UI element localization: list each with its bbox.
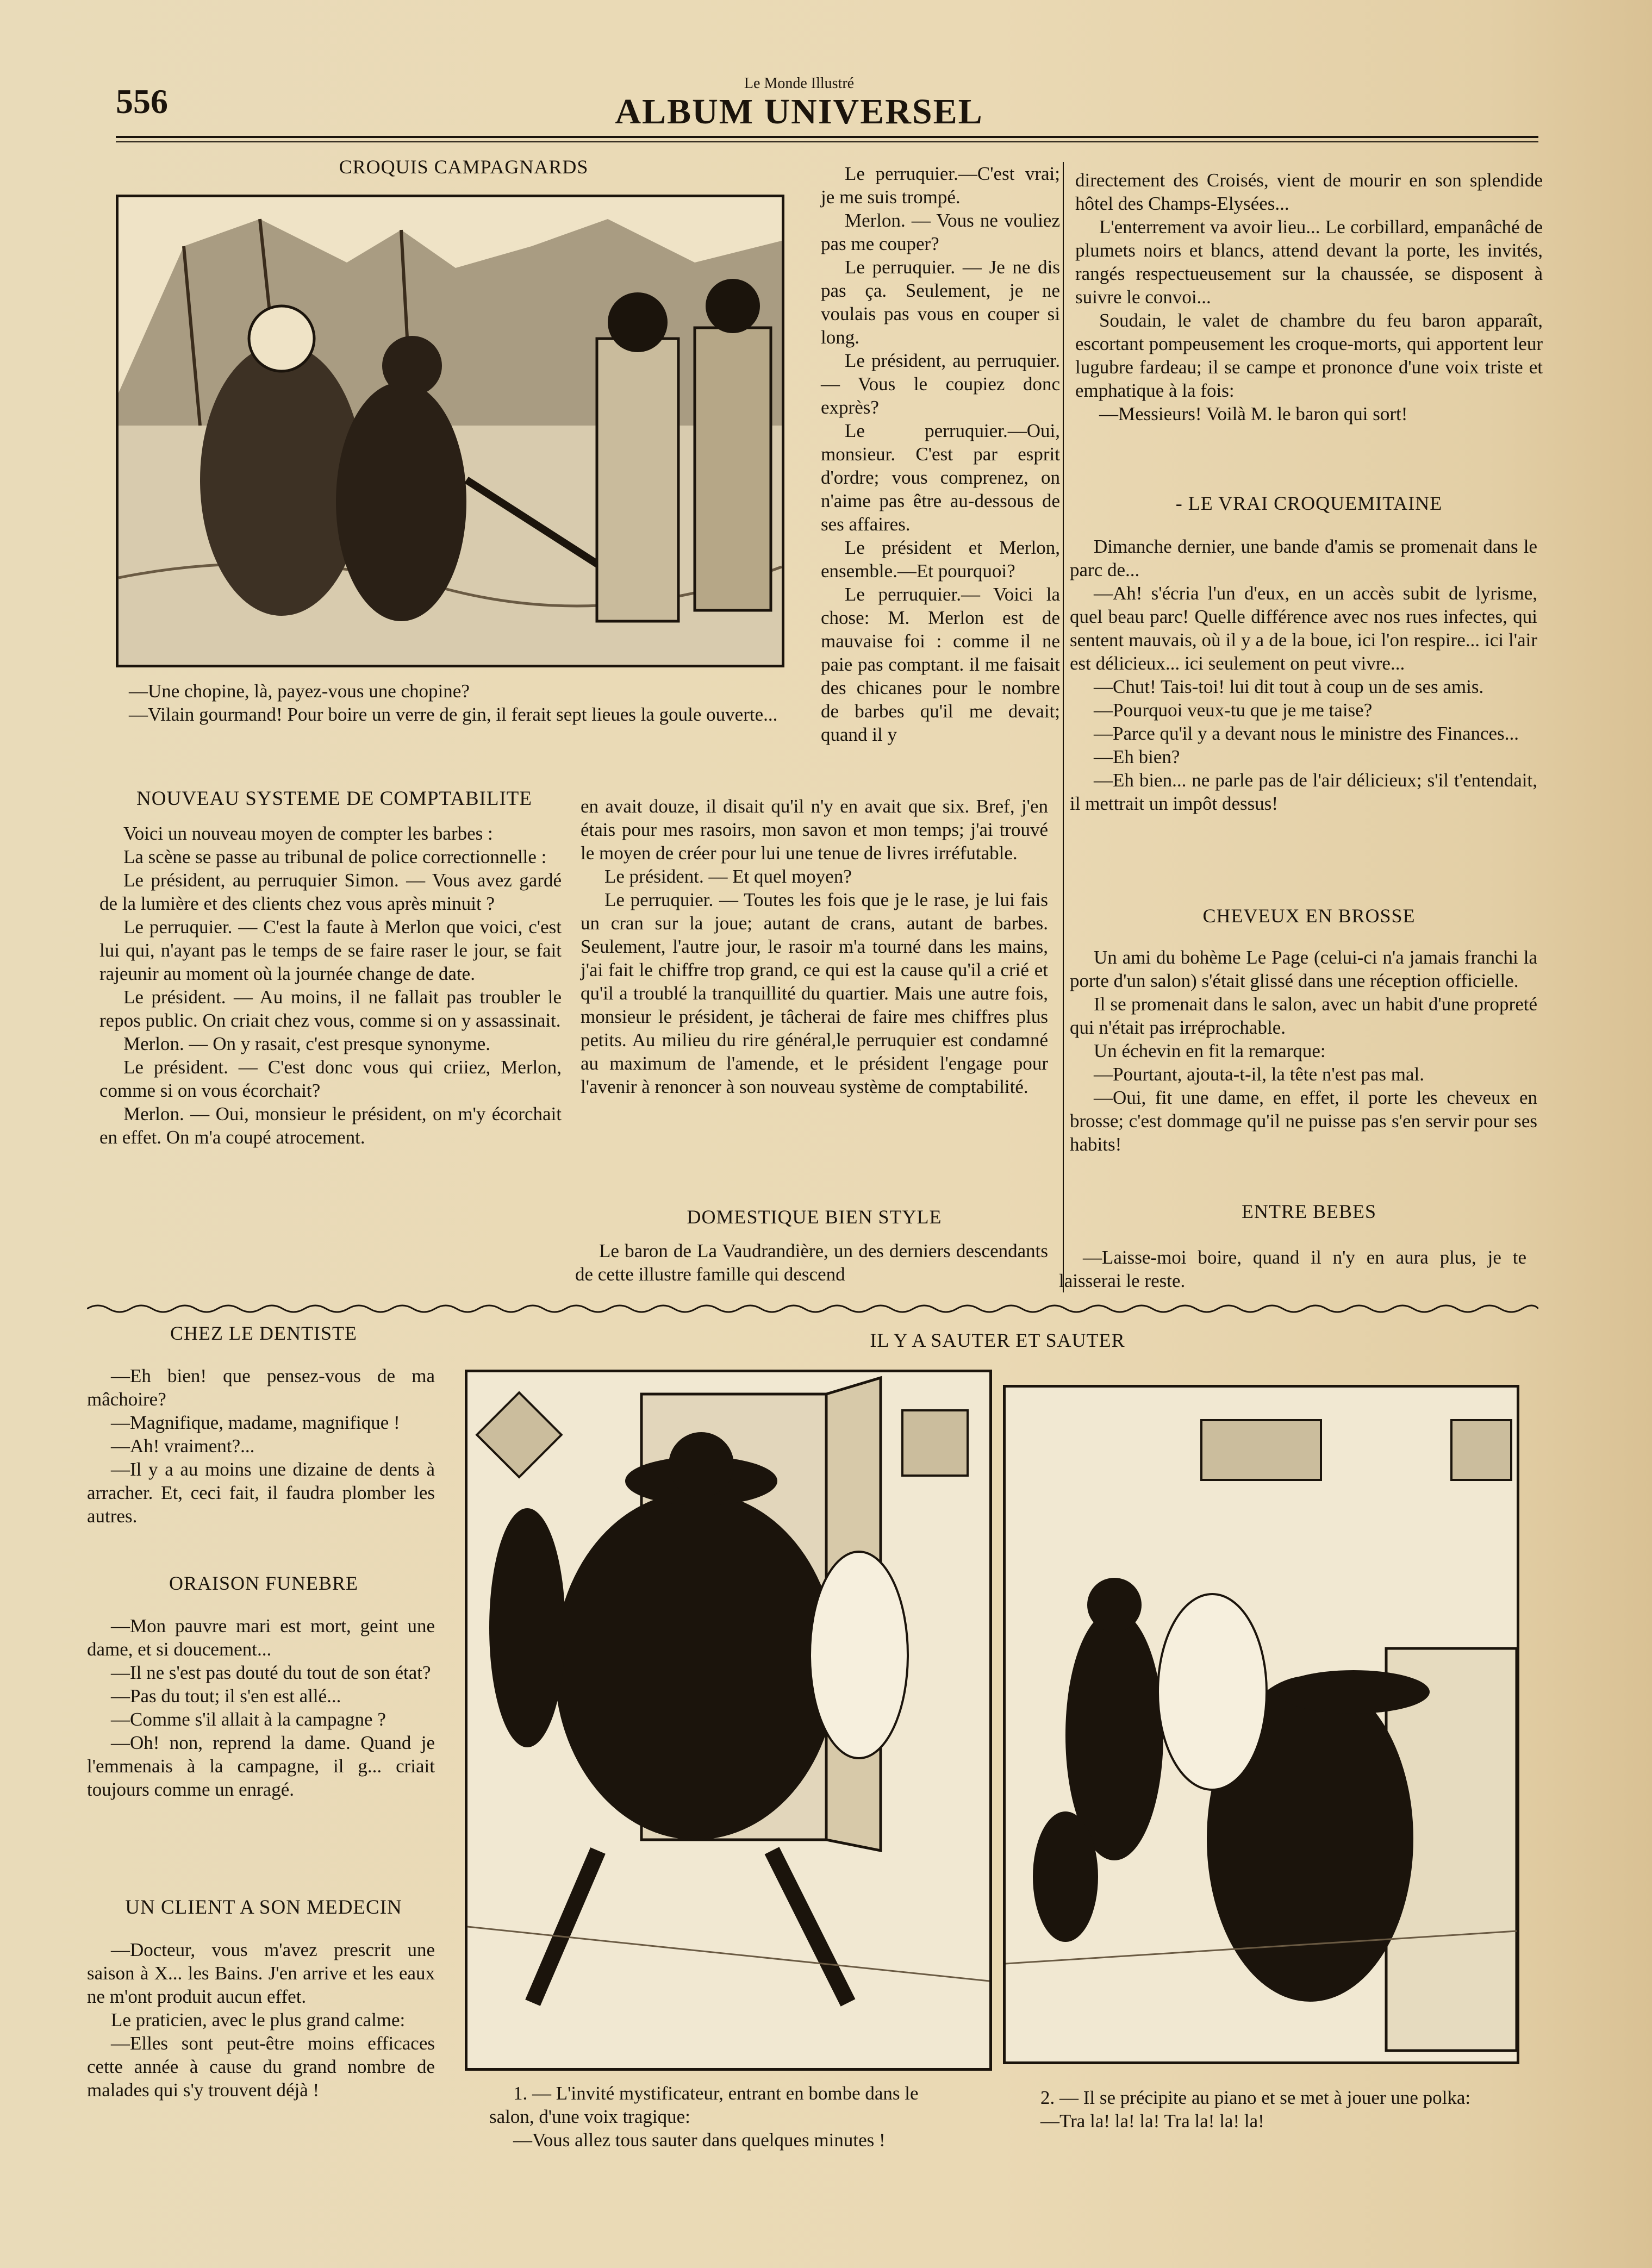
paragraph: —Il y a au moins une dizaine de dents à arracher. Et, ceci fait, il faudra plomber les autres. xyxy=(87,1459,435,1527)
paragraph: —Elles sont peut-être moins efficaces cette année à cause du grand nombre de malades qui s'y trouvent déjà ! xyxy=(87,2033,435,2101)
paragraph: Merlon. — Vous ne vouliez pas me couper? xyxy=(821,210,1060,254)
nouveau-column-2a xyxy=(821,162,1060,746)
paragraph: —Pourtant, ajouta-t-il, la tête n'est pas mal. xyxy=(1094,1064,1424,1085)
croquemitaine-text xyxy=(1070,535,1537,815)
masthead-title: ALBUM UNIVERSEL xyxy=(615,92,983,132)
dentiste-text xyxy=(87,1364,435,1528)
paragraph: en avait douze, il disait qu'il n'y en avait que six. Bref, j'en étais pour mes rasoirs, mon savon et mon temps; j'ai trouvé le moyen de créer pour lui une tenue de livres irréfutable. xyxy=(581,796,1048,864)
client-text xyxy=(87,1938,435,2102)
paragraph: Le perruquier.—C'est vrai; je me suis trompé. xyxy=(821,163,1060,208)
section-title-dentiste: CHEZ LE DENTISTE xyxy=(170,1322,357,1344)
paragraph: Le perruquier.— Voici la chose: M. Merlon est de mauvaise foi : comme il ne paie pas comptant. il me faisait des chicanes pour le nombre de barbes qu'il me devait; quand il y xyxy=(821,584,1060,745)
section-title-oraison: ORAISON FUNEBRE xyxy=(169,1572,359,1594)
paragraph: —Mon pauvre mari est mort, geint une dame, et si doucement... xyxy=(87,1615,435,1660)
nouveau-column-1 xyxy=(99,822,562,1149)
sauter-illustration-1 xyxy=(465,1370,992,2071)
sauter-caption-2 xyxy=(1017,2086,1495,2133)
paragraph: Le président. — C'est donc vous qui criiez, Merlon, comme si on vous écorchait? xyxy=(99,1057,562,1101)
croquis-caption-line: —Vilain gourmand! Pour boire un verre de gin, il ferait sept lieues la goule ouverte... xyxy=(129,704,778,725)
paragraph: —Laisse-moi boire, quand il n'y en aura plus, je te laisserai le reste. xyxy=(1059,1247,1526,1291)
section-title-croquemitaine: - LE VRAI CROQUEMITAINE xyxy=(1175,492,1443,514)
caption-line: —Vous allez tous sauter dans quelques minutes ! xyxy=(513,2129,886,2151)
paragraph: —Oh! non, reprend la dame. Quand je l'emmenais à la campagne, il g... criait toujours comme un enragé. xyxy=(87,1732,435,1800)
paragraph: Le praticien, avec le plus grand calme: xyxy=(111,2009,406,2030)
paragraph: Le président, au perruquier. — Vous le coupiez donc exprès? xyxy=(821,350,1060,418)
paragraph: Le perruquier.—Oui, monsieur. C'est par esprit d'ordre; vous comprenez, on n'aime pas être au-dessous de ses affaires. xyxy=(821,420,1060,535)
paragraph: —Oui, fit une dame, en effet, il porte les cheveux en brosse; c'est dommage qu'il ne puisse pas s'en servir pour ses habits! xyxy=(1070,1087,1537,1155)
sauter-illustration-2 xyxy=(1003,1385,1519,2064)
paragraph: L'enterrement va avoir lieu... Le corbillard, empanâché de plumets noirs et blancs, attend devant la porte, les invités, rangés respectueusement sur la chaussée, se disposent à suivre le convoi... xyxy=(1075,216,1543,308)
section-title-bebes: ENTRE BEBES xyxy=(1241,1201,1376,1222)
paragraph: —Chut! Tais-toi! lui dit tout à coup un de ses amis. xyxy=(1094,676,1484,697)
paragraph: Le perruquier. — C'est la faute à Merlon que voici, c'est lui qui, n'ayant pas le temps de se faire raser le jour, se fait rajeunir au moment où la journée change de date. xyxy=(99,916,562,984)
oraison-text xyxy=(87,1614,435,1801)
caption-line: 1. — L'invité mystificateur, entrant en bombe dans le salon, d'une voix tragique: xyxy=(489,2083,919,2127)
paragraph: Le président, au perruquier Simon. — Vous avez gardé de la lumière et des clients chez vous après minuit ? xyxy=(99,870,562,914)
nouveau-column-2b xyxy=(581,795,1048,1098)
croquis-illustration xyxy=(116,195,784,667)
paragraph: Le perruquier. — Je ne dis pas ça. Seulement, je ne voulais pas vous en couper si long. xyxy=(821,257,1060,348)
paragraph: Un échevin en fit la remarque: xyxy=(1094,1040,1326,1061)
paragraph: —Eh bien! que pensez-vous de ma mâchoire? xyxy=(87,1365,435,1410)
section-title-cheveux: CHEVEUX EN BROSSE xyxy=(1202,905,1416,927)
paragraph: Merlon. — On y rasait, c'est presque synonyme. xyxy=(123,1033,491,1054)
section-title-client: UN CLIENT A SON MEDECIN xyxy=(125,1896,402,1919)
bebes-text xyxy=(1059,1246,1526,1292)
page-number: 556 xyxy=(116,82,168,121)
paragraph: —Docteur, vous m'avez prescrit une saison à X... les Bains. J'en arrive et les eaux ne m'ont produit aucun effet. xyxy=(87,1939,435,2007)
paragraph: Dimanche dernier, une bande d'amis se promenait dans le parc de... xyxy=(1070,536,1537,580)
paragraph: Le président. — Et quel moyen? xyxy=(604,866,852,887)
paragraph: —Ah! s'écria l'un d'eux, en un accès subit de lyrisme, quel beau parc! Quelle différence avec nos rues infectes, qui sentent mauvais, où il y a de la boue, ici l'on respire... ici l'air est délicieux... ici seulement on peut vivre... xyxy=(1070,583,1537,674)
paragraph: Le baron de La Vaudrandière, un des derniers descendants de cette illustre famille qui descend xyxy=(575,1240,1048,1285)
paragraph: Un ami du bohème Le Page (celui-ci n'a jamais franchi la porte d'un salon) s'était glissé dans une réception officielle. xyxy=(1070,947,1537,991)
paragraph: —Eh bien... ne parle pas de l'air délicieux; s'il t'entendait, il mettrait un impôt dessus! xyxy=(1070,770,1537,814)
paragraph: Le perruquier. — Toutes les fois que je le rase, je lui fais un cran sur la joue; autant de crans, autant de barbes. Seulement, l'autre jour, le rasoir m'a tourné dans les mains, j'ai fait le chiffre trop grand, ce qui est la cause qu'il a crié et qu'il a troublé la tranquillité du quartier. Mais une autre fois, monsieur le président, je tâcherai de faire mes chiffres plus petits. Au milieu du rire général,le perruquier est condamné au maximum de l'amende, et le président l'engage pour l'avenir à renoncer à son nouveau système de comptabilité. xyxy=(581,889,1048,1097)
paragraph: —Pas du tout; il s'en est allé... xyxy=(111,1685,341,1707)
sauter-caption-1 xyxy=(489,2082,968,2152)
caption-line: —Tra la! la! la! Tra la! la! la! xyxy=(1040,2110,1264,2132)
paragraph: Il se promenait dans le salon, avec un habit d'une propreté qui n'était pas irréprochable. xyxy=(1070,994,1537,1038)
section-title-domestique: DOMESTIQUE BIEN STYLE xyxy=(687,1206,942,1228)
paragraph: —Comme s'il allait à la campagne ? xyxy=(111,1709,386,1730)
paragraph: —Messieurs! Voilà M. le baron qui sort! xyxy=(1099,403,1408,424)
paragraph: Le président et Merlon, ensemble.—Et pourquoi? xyxy=(821,537,1060,582)
paragraph: La scène se passe au tribunal de police correctionnelle : xyxy=(123,846,547,867)
domestique-column-3 xyxy=(1075,168,1543,426)
paragraph: —Ah! vraiment?... xyxy=(111,1435,255,1457)
column-rule xyxy=(1063,162,1064,1292)
section-title-sauter: IL Y A SAUTER ET SAUTER xyxy=(870,1329,1125,1351)
paragraph: —Parce qu'il y a devant nous le ministre des Finances... xyxy=(1094,723,1519,744)
paragraph: —Il ne s'est pas douté du tout de son état? xyxy=(111,1662,431,1683)
paragraph: Merlon. — Oui, monsieur le président, on m'y écorchait en effet. On m'a coupé atrocement. xyxy=(99,1103,562,1148)
croquis-caption xyxy=(105,679,812,726)
paragraph: —Magnifique, madame, magnifique ! xyxy=(111,1412,400,1433)
domestique-column-2 xyxy=(575,1239,1048,1286)
section-title-croquis: CROQUIS CAMPAGNARDS xyxy=(339,156,589,178)
masthead-subtitle: Le Monde Illustré xyxy=(744,75,855,92)
header-rule-thin xyxy=(116,141,1538,142)
croquis-caption-line: —Une chopine, là, payez-vous une chopine? xyxy=(129,680,470,702)
cheveux-text xyxy=(1070,946,1537,1156)
paragraph: —Pourquoi veux-tu que je me taise? xyxy=(1094,699,1373,721)
section-title-nouveau: NOUVEAU SYSTEME DE COMPTABILITE xyxy=(136,788,532,810)
header-rule xyxy=(116,136,1538,138)
paragraph: Le président. — Au moins, il ne fallait pas troubler le repos public. On criait chez vous, comme si on y assassinait. xyxy=(99,986,562,1031)
section-divider xyxy=(87,1298,1538,1320)
paragraph: Soudain, le valet de chambre du feu baron apparaît, escortant pompeusement les croque-morts, qui apportent leur lugubre fardeau; il se campe et prononce d'une voix triste et emphatique à la fois: xyxy=(1075,310,1543,401)
paragraph: directement des Croisés, vient de mourir en son splendide hôtel des Champs-Elysées... xyxy=(1075,170,1543,214)
paragraph: —Eh bien? xyxy=(1094,746,1180,767)
caption-line: 2. — Il se précipite au piano et se met à jouer une polka: xyxy=(1040,2087,1471,2108)
paragraph: Voici un nouveau moyen de compter les barbes : xyxy=(123,823,493,844)
